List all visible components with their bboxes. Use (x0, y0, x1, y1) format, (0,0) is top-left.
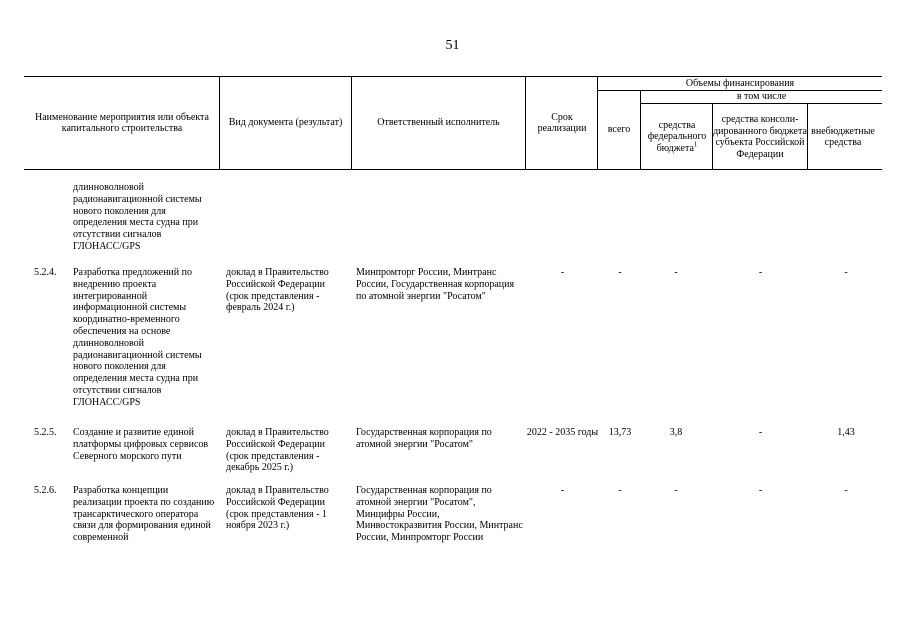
row-cons: - (758, 427, 763, 438)
row-total: - (618, 267, 622, 278)
header-incl: в том числе (736, 91, 787, 103)
row-name: длинноволновой радионавигационной системы нового поколения для определения места судна при отсутствии сигналов ГЛОНАСС/GPS (73, 182, 202, 252)
footnote-marker: 1 (693, 140, 698, 149)
row-term: - (560, 267, 565, 278)
row-extra: 1,43 (837, 427, 855, 438)
row-number: 5.2.6. (34, 485, 57, 496)
row-total: - (618, 485, 622, 496)
row-extra: - (844, 267, 848, 278)
header-funding: Объемы финансирования (685, 77, 795, 89)
row-cons: - (758, 267, 763, 278)
table-header (0, 76, 905, 170)
row-resp: Государственная корпорация по атомной энергии "Росатом" (356, 427, 492, 450)
row-name: Разработка предложений по внедрению проекта интегрированной информационной системы координатно-временного обеспечения на основе длинноволновой радионавигационной системы нового поколения для определения места судна при отсутствии сигналов ГЛОНАСС/GPS (73, 267, 202, 408)
row-doc: доклад в Правительство Российской Федерации (срок представления - февраль 2024 г.) (226, 267, 329, 314)
row-fed: - (674, 485, 678, 496)
row-name: Разработка концепции реализации проекта по созданию трансарктического оператора связи для формирования единой современной (73, 485, 215, 544)
row-total: 13,73 (608, 427, 632, 438)
header-extra: внебюджетные средства (811, 125, 875, 148)
header-doc: Вид документа (результат) (228, 117, 343, 129)
row-number: 5.2.5. (34, 427, 57, 438)
row-doc: доклад в Правительство Российской Федерации (срок представления - декабрь 2025 г.) (226, 427, 329, 474)
header-term: Срок реализации (537, 111, 587, 134)
header-total: всего (607, 124, 631, 136)
row-fed: 3,8 (669, 427, 683, 438)
header-resp: Ответственный исполнитель (377, 117, 500, 129)
header-fed-label: средства федерального бюджета (647, 119, 707, 154)
row-term: 2022 - 2035 годы (526, 427, 599, 438)
row-fed: - (674, 267, 678, 278)
row-resp: Государственная корпорация по атомной энергии "Росатом", Минцифры России, Минвостокразвития России, Минтранс России, Минпромторг России (356, 485, 523, 544)
header-fed (644, 104, 710, 170)
row-cons: - (758, 485, 763, 496)
page-number: 51 (445, 38, 460, 53)
header-cons: средства консоли- дированного бюджета субъекта Российской Федерации (713, 114, 807, 160)
row-extra: - (844, 485, 848, 496)
row-resp: Минпромторг России, Минтранс России, Государственная корпорация по атомной энергии "Росатом" (356, 267, 515, 302)
header-name: Наименование мероприятия или объекта капитального строительства (35, 111, 209, 134)
col-divider (525, 76, 526, 170)
row-number: 5.2.4. (34, 267, 57, 278)
row-term: - (560, 485, 565, 496)
row-doc: доклад в Правительство Российской Федерации (срок представления - 1 ноября 2023 г.) (226, 485, 329, 532)
row-name: Создание и развитие единой платформы цифровых сервисов Северного морского пути (73, 427, 209, 462)
